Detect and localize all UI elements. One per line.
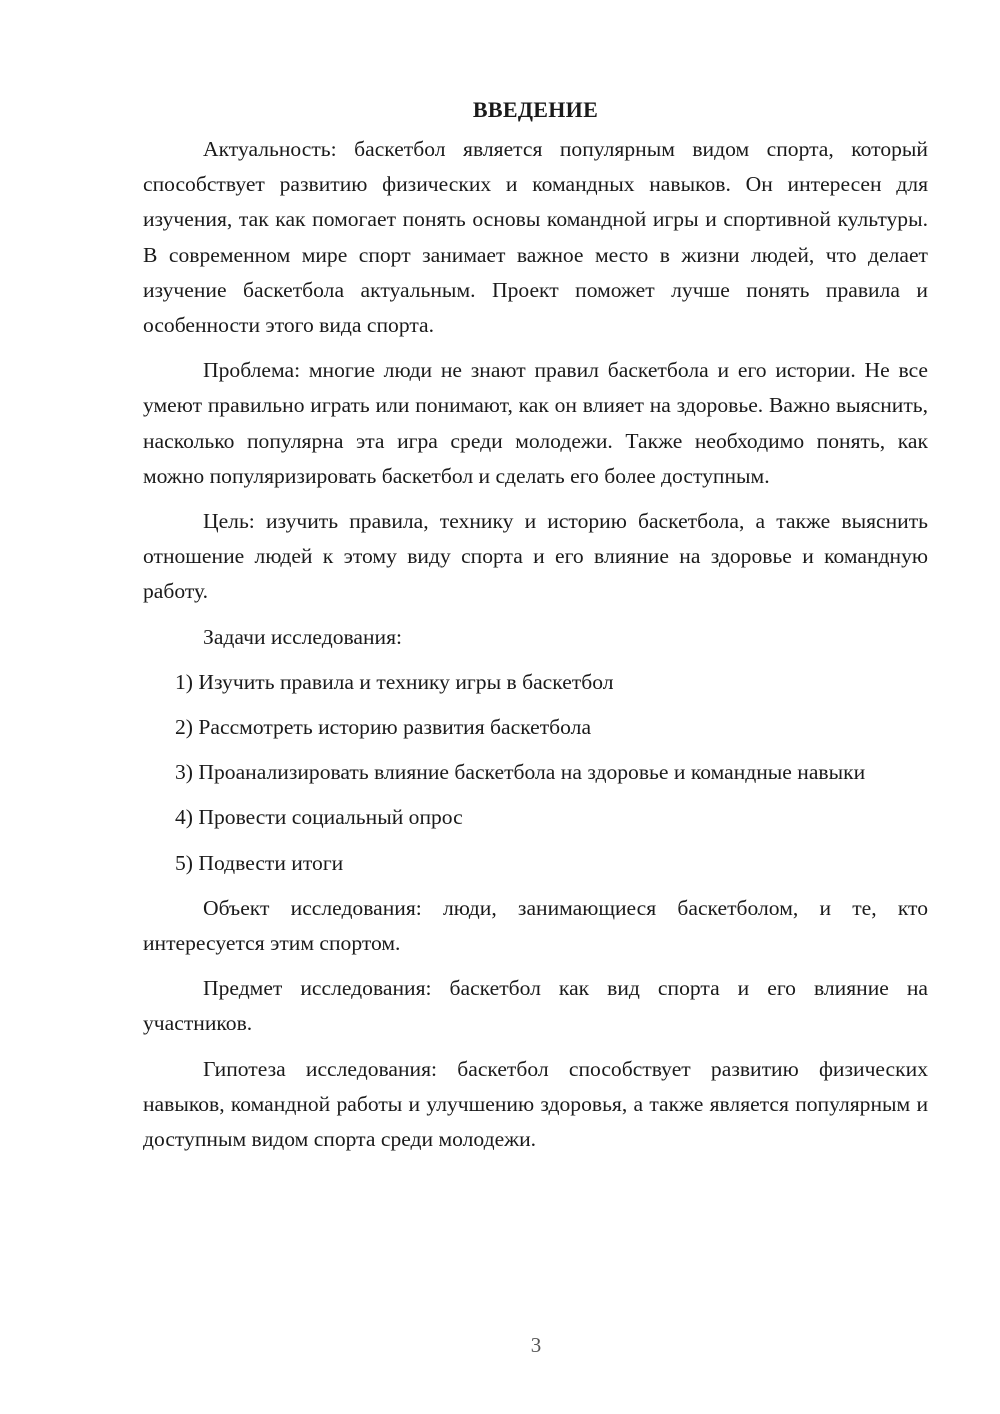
- task-item: 1) Изучить правила и технику игры в баскетбол: [175, 669, 614, 694]
- task-item: 4) Провести социальный опрос: [175, 805, 463, 830]
- object-paragraph: Объект исследования: люди, занимающиеся баскетболом, и те, кто интересуется этим спортом.: [143, 895, 928, 956]
- problem-paragraph: Проблема: многие люди не знают правил баскетбола и его истории. Не все умеют правильно играть или понимают, как он влияет на здоровье. Важно выяснить, насколько популярна эта игра среди молодежи. Также необходимо понять, как можно популяризировать баскетбол и сделать его более доступным.: [143, 358, 928, 488]
- goal-paragraph: Цель: изучить правила, технику и историю баскетбола, а также выяснить отношение людей к этому виду спорта и его влияние на здоровье и командную работу.: [143, 509, 928, 604]
- hypothesis-paragraph: Гипотеза исследования: баскетбол способствует развитию физических навыков, командной работы и улучшению здоровья, а также является популярным и доступным видом спорта среди молодежи.: [143, 1056, 928, 1152]
- task-item: 2) Рассмотреть историю развития баскетбола: [175, 715, 592, 740]
- section-title: ВВЕДЕНИЕ: [472, 97, 599, 122]
- relevance-paragraph: Актуальность: баскетбол является популярным видом спорта, который способствует развитию физических и командных навыков. Он интересен для изучения, так как помогает понять основы командной игры и спортивной культуры. В современном мире спорт занимает важное место в жизни людей, что делает изучение баскетбола актуальным. Проект поможет лучше понять правила и особенности этого вида спорта.: [143, 137, 928, 338]
- task-item: 3) Проанализировать влияние баскетбола на здоровье и командные навыки: [175, 760, 866, 785]
- subject-paragraph: Предмет исследования: баскетбол как вид спорта и его влияние на участников.: [143, 976, 928, 1036]
- task-item: 5) Подвести итоги: [175, 850, 344, 875]
- document-page: [143, 92, 928, 1157]
- page-number: 3: [530, 1333, 542, 1357]
- tasks-heading: Задачи исследования:: [203, 624, 403, 649]
